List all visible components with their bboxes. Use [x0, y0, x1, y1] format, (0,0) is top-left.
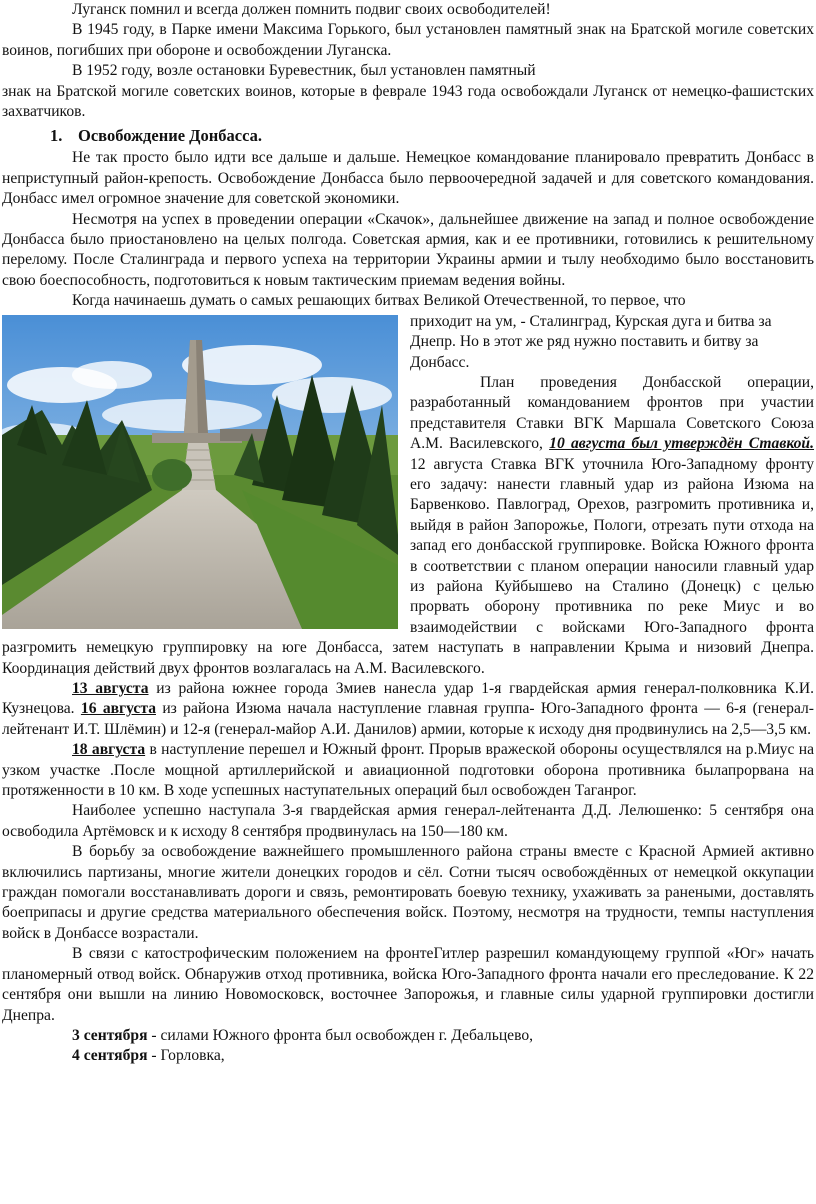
approval-date: 10 августа был утверждён Ставкой.	[549, 435, 815, 453]
paragraph-9	[2, 740, 814, 801]
paragraph-12: В связи с катострофическим положением на фронтеГитлер разрешил командующему группой «Юг» начать планомерный отвод войск. Обнаружив отход противника, войска Юго-Западного фронта начали его преследование. К 22 сентября они вышли на линию Новомосковск, восточнее Запорожья, и главные силы ударной группировки достигли Днепра.	[2, 945, 814, 1024]
paragraph-14	[2, 1046, 814, 1066]
memorial-photo	[2, 315, 398, 629]
paragraph-6-rest: приходит на ум, - Сталинград, Курская дуга и битва за Днепр. Но в этот же ряд нужно поставить и битву за Донбасс.	[410, 312, 772, 371]
paragraph-1: Луганск помнил и всегда должен помнить подвиг своих освободителей!	[72, 1, 551, 18]
paragraph-11: В борьбу за освобождение важнейшего промышленного района страны вместе с Красной Армией активно включились партизаны, многие жители донецких городов и сёл. Сотни тысяч освобождённых от немецкой оккупации граждан помогали восстанавливать дороги и связь, ремонтировать боевую технику, ухаживать за ранеными, доставлять боеприпасы и другие средства материального обеспечения войск. Поэтому, несмотря на трудности, темпы наступления войск в Донбассе возрастали.	[2, 843, 814, 942]
paragraph-13-text: - силами Южного фронта был освобожден г. Дебальцево,	[147, 1026, 534, 1044]
paragraph-5: Несмотря на успех в проведении операции «Скачок», дальнейшее движение на запад и полное освобождение Донбасса было приостановлено на целых полгода. Советская армия, как и ее противники, готовились к решительному перелому. После Сталинграда и первого успеха на территории Украины армии и тылу необходимо было восстановить свою боеспособность, подготовиться к новым тактическим приемам ведения войны.	[2, 210, 814, 289]
date-4-september: 4 сентября	[72, 1047, 148, 1065]
date-13-august: 13 августа	[72, 680, 149, 697]
paragraph-4: Не так просто было идти все дальше и дальше. Немецкое командование планировало превратить Донбасс в неприступный район-крепость. Освобождение Донбасса было первоочередной задачей и для советского командования. Донбасс имел огромное значение для советской экономики.	[2, 149, 814, 208]
paragraph-7-start: План проведения Донбасской операции, разработанный командованием фронтов при участии представителя Ставки ВГК Маршала Советского Союза А.М. Василевского,	[410, 373, 814, 453]
paragraph-8	[2, 679, 814, 740]
paragraph-10: Наиболее успешно наступала 3-я гвардейская армия генерал-лейтенанта Д.Д. Лелюшенко: 5 сентября она освободила Артёмовск и к исходу 8 сентября продвинулась на 150—180 км.	[2, 802, 814, 840]
section-title: Освобождение Донбасса.	[78, 126, 263, 146]
date-3-september: 3 сентября	[72, 1026, 148, 1044]
section-number: 1.	[50, 126, 63, 146]
paragraph-9-text: в наступление перешел и Южный фронт. Прорыв вражеской обороны осуществлялся на р.Миус на узком участке .После мощной артиллерийской и авиационной подготовки оборона противника былапрорвана на протяженности в 10 км. В ходе успешных наступательных операций был освобожден Таганрог.	[2, 741, 814, 800]
paragraph-14-text: - Горловка,	[147, 1047, 225, 1065]
paragraph-3a: В 1952 году, возле остановки Буревестник, был установлен памятный	[72, 62, 536, 80]
paragraph-8-text-a: из района южнее города Змиев нанесла удар 1-я гвардейская армия генерал-полковника К.И. Кузнецова.	[2, 680, 814, 718]
paragraph-6-first-line: Когда начинаешь думать о самых решающих битвах Великой Отечественной, то первое, что	[72, 292, 686, 310]
paragraph-3b: знак на Братской могиле советских воинов, которые в феврале 1943 года освобождали Луганск от немецко-фашистских захватчиков.	[2, 82, 814, 121]
memorial-photo-icon	[2, 315, 398, 629]
date-18-august: 18 августа	[72, 741, 146, 759]
paragraph-2: В 1945 году, в Парке имени Максима Горького, был установлен памятный знак на Братской могиле советских воинов, погибших при обороне и освобождении Луганска.	[2, 21, 814, 59]
section-heading	[2, 125, 814, 146]
paragraph-7-rest: 12 августа Ставка ВГК уточнила Юго-Западному фронту его задачу: нанести главный удар из района Изюма на Барвенково. Павлоград, Орехов, разгромить противника и, выйдя в район Запорожье, Пологи, отрезать пути отхода на запад его донбасской группировке. Войска Южного фронта в соответствии с планом операции наносили главный удар из района Куйбышево на Сталино (Донецк) с целью прорвать оборону противника по реке Миус и во взаимодействии с войсками Юго-Западного фронта разгромить немецкую группировку на юге Донбасса, затем наступать в направлении Крыма и низовий Днепра. Координация действий двух фронтов возлагалась на А.М. Василевского.	[2, 455, 814, 677]
paragraph-13	[2, 1026, 814, 1046]
date-16-august: 16 августа	[80, 700, 156, 718]
paragraph-8-text-b: из района Изюма начала наступление главная группа- Юго-Западного фронта — 6-я (генерал-лейтенант И.Т. Шлёмин) и 12-я (генерал-майор А.И. Данилов) армии, которые к исходу дня продвинулись на 2,5—3,5 км.	[2, 700, 814, 738]
